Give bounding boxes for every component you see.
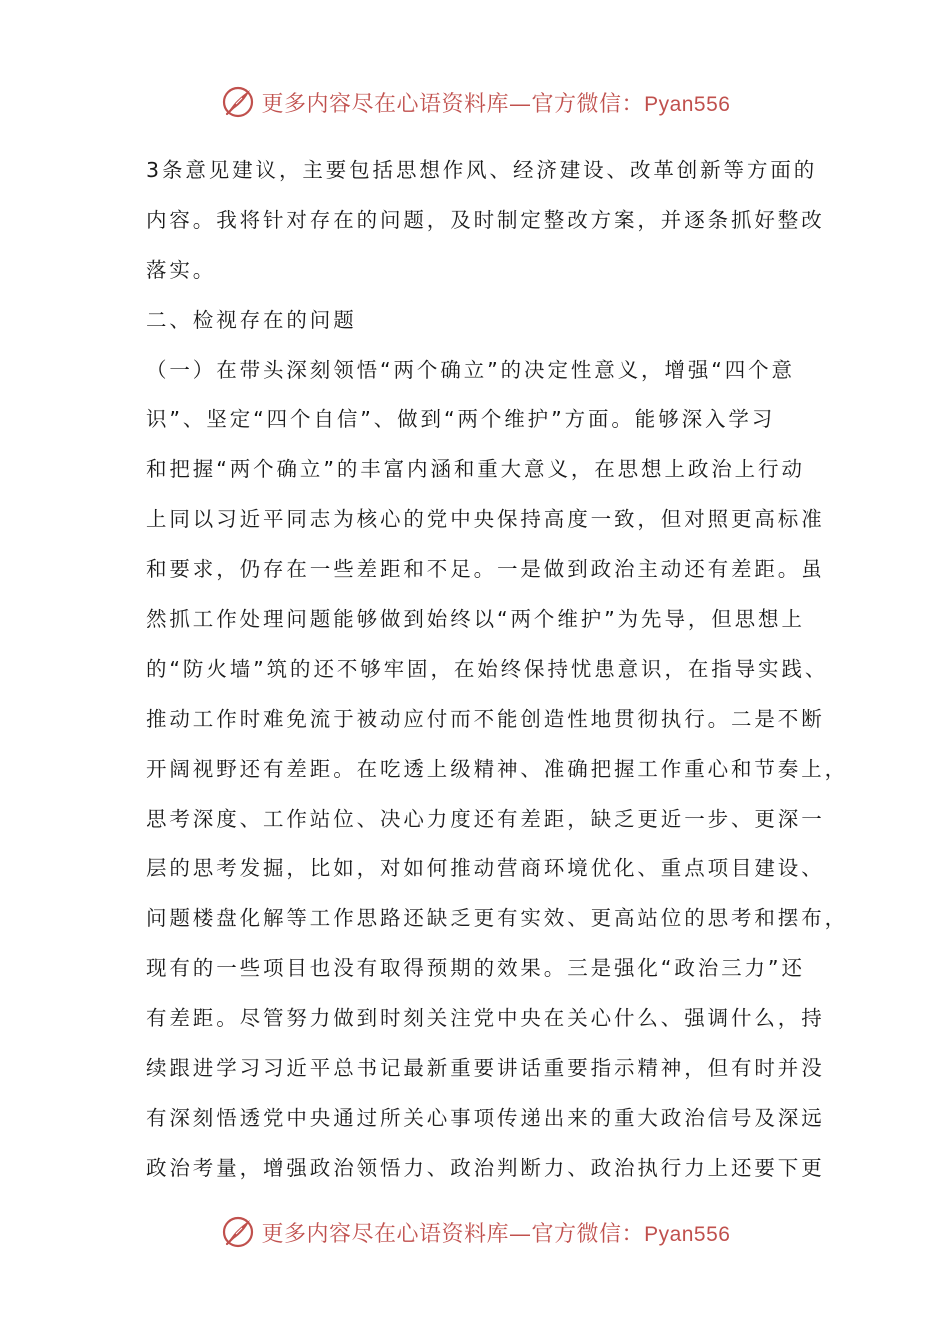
body-line: 内容。我将针对存在的问题，及时制定整改方案，并逐条抓好整改 [146,207,825,232]
watermark-contact: 官方微信： [531,1221,645,1247]
body-line: 思考深度、工作站位、决心力度还有差距，缺乏更近一步、更深一 [146,806,825,831]
body-line: 层的思考发掘，比如，对如何推动营商环境优化、重点项目建设、 [146,856,825,881]
body-line: （一）在带头深刻领悟“两个确立”的决定性意义，增强“四个意 [146,357,795,382]
watermark-text [262,87,731,118]
section-heading: 二、检视存在的问题 [146,307,357,332]
footer-watermark [0,1212,950,1252]
header-watermark [0,82,950,122]
watermark-contact: 官方微信： [531,91,645,117]
watermark-main: 更多内容尽在心语资料库 [261,1221,510,1247]
body-line: 现有的一些项目也没有取得预期的效果。三是强化“政治三力”还 [146,956,805,981]
watermark-dash: — [509,91,532,117]
document-body [146,146,848,1194]
body-line: 开阔视野还有差距。在吃透上级精神、准确把握工作重心和节奏上， [146,756,848,781]
watermark-dash: — [509,1221,532,1247]
body-line: 和要求，仍存在一些差距和不足。一是做到政治主动还有差距。虽 [146,557,825,582]
watermark-text [262,1217,731,1248]
body-line: 识”、坚定“四个自信”、做到“两个维护”方面。能够深入学习 [146,407,776,432]
body-line: 和把握“两个确立”的丰富内涵和重大意义，在思想上政治上行动 [146,457,805,482]
body-line: 续跟进学习习近平总书记最新重要讲话重要指示精神，但有时并没 [146,1056,825,1081]
body-line: 的“防火墙”筑的还不够牢固，在始终保持忧患意识，在指导实践、 [146,656,829,681]
body-line: 有差距。尽管努力做到时刻关注党中央在关心什么、强调什么，持 [146,1006,825,1031]
body-line: 上同以习近平同志为核心的党中央保持高度一致，但对照更高标准 [146,507,825,532]
watermark-id: Pyan556 [644,92,731,116]
watermark-id: Pyan556 [644,1222,731,1246]
body-line: 问题楼盘化解等工作思路还缺乏更有实效、更高站位的思考和摆布， [146,906,848,931]
body-line: 落实。 [146,257,217,282]
quill-logo-icon [220,1214,256,1250]
quill-logo-icon [220,84,256,120]
body-line: 推动工作时难免流于被动应付而不能创造性地贯彻执行。二是不断 [146,706,825,731]
body-line: 然抓工作处理问题能够做到始终以“两个维护”为先导，但思想上 [146,607,805,632]
body-line: 3条意见建议，主要包括思想作风、经济建设、改革创新等方面的 [146,158,818,182]
watermark-main: 更多内容尽在心语资料库 [261,91,510,117]
body-line: 政治考量，增强政治领悟力、政治判断力、政治执行力上还要下更 [146,1155,825,1180]
body-line: 有深刻悟透党中央通过所关心事项传递出来的重大政治信号及深远 [146,1105,825,1130]
